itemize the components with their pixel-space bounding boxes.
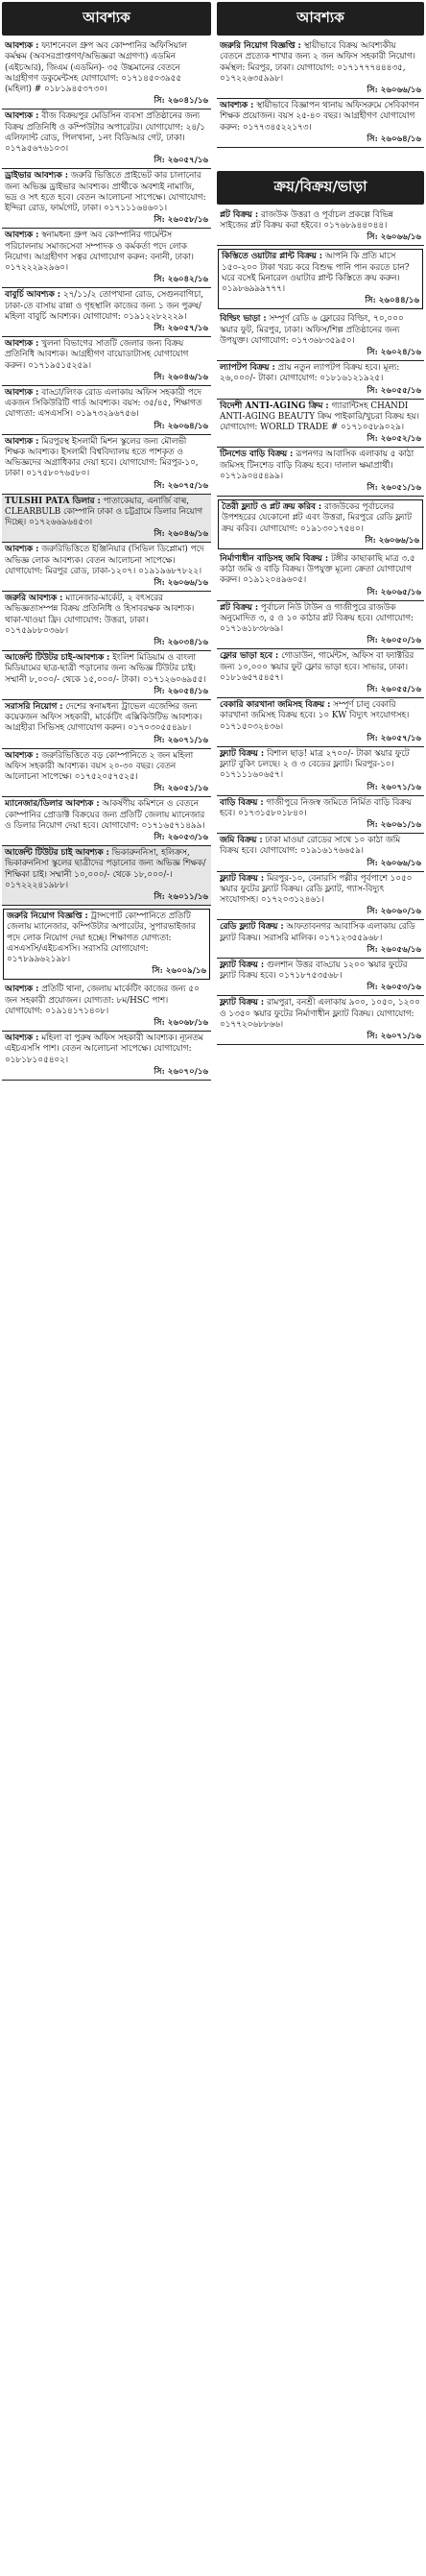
ad-body: মিরপুর-১০, বেনারসি পল্লীর পূর্বপাশে ১০৫০ স্কয়ার ফুটের ফ্ল্যাট বিক্রয়। রেডি ফ্ল্যাট, গ্যাস-বিদ্যুৎ সংযোগসহ। ০১৭২০৩১২৪৬১। (220, 873, 413, 905)
classified-ad (218, 249, 423, 309)
classified-ad (217, 996, 424, 1045)
ad-code: সি: ২৬০৫৬/১৬ (367, 944, 421, 955)
ad-body: বাড্ডা/লিংক রোড এলাকায় অফিস সহকারী পদে একজন সিকিউরিটি গার্ড আবশ্যক। বয়স: ৩৫/৪৫, শিক্ষাগত যোগ্যতা: এসএসসি। ০১৯৭৩২৯৬৭৫৬। (5, 387, 202, 420)
ad-code: সি: ২৬০৬৬/১৬ (154, 578, 208, 588)
ad-code: সি: ২৬০৫২/১৬ (367, 434, 421, 445)
classified-ad (217, 448, 424, 497)
ad-body: জরুরিভিত্তিতে বড় কোম্পানিতে ২ জন মহিলা অফিস সহকারী আবশ্যক। বয়স ২০-৩০ বছর। বেতন আলোচনা সাপেক্ষে। ০১৭৫২০৫৭৫২৫। (5, 750, 194, 782)
ad-heading: আবশ্যক : (5, 231, 39, 241)
ad-code: সি: ২৬০৪৬/১৬ (154, 372, 208, 382)
ad-body: ২৭/১১/২ তোপখানা রোড, সেগুনবাগিচা, ঢাকা-তে বাসায় রান্না ও গৃহস্থালি কাজের জন্য ১ জন পুরুষ/মহিলা বাবুর্চি আবশ্যক। যোগাযোগ: ০১৯১২২৮২২২৯। (5, 290, 204, 322)
ad-heading: বাবুর্চি আবশ্যক : (5, 290, 61, 301)
ad-heading: আবশ্যক : (5, 750, 39, 761)
ad-body: রাজউকের পূর্বাচলের উপশহরের যেকোনো প্লট এবং উত্তরা, মিরপুরে রেডি ফ্ল্যাট ক্রয় করিব। যোগাযোগ: ০১৯১৩০১৭৫৪০। (222, 502, 412, 534)
ad-code: সি: ২৬০৫৩/১৬ (367, 983, 421, 993)
ad-body: বিশাল ছাড়! মাত্র ২৭০০/- টাকা স্কয়ার ফুটে ফ্ল্যাট বুকিং চলছে। ২ ও ৩ বেডের ফ্ল্যাট। মিরপুর-১০। ০১৭১১১৬০৬৫৭। (220, 748, 410, 781)
ad-code: সি: ২৬০৭৫/১৬ (154, 480, 208, 491)
section-header-kroy-bikroy-vara: ক্রয়/বিক্রয়/ভাড়া (217, 171, 424, 205)
ad-body: স্থায়ীভাবে বিজ্ঞাপন থানায় অফিসরুমে সেবিকাগন শিক্ষক প্রয়োজন। বয়স ২৫-৪০ বছর। আগ্রহীগণ যোগাযোগ করুন: ০১৭৭৩৪৫২২১৭৩। (220, 101, 419, 133)
ad-body: স্থায়ীভাবে বিক্রয় আবশ্যকীয় বেতনে প্রত্যেক শাখার জন্য ২ জন অফিস সহকারী নিয়োগ। কর্মস্থল: মিরপুর, ঢাকা। যোগাযোগ: ০১৭১৭৭৭৪৪৪৩৫, ০১৭২২৬৩৫৯৯৮। (220, 41, 415, 84)
ad-code: সি: ২৬০৪৪/১৬ (365, 296, 419, 306)
classified-ad (2, 700, 211, 749)
ad-body: বীজ বিক্রয়পুর মেডিসিন ব্যবসা প্রতিষ্ঠানের জন্য বিক্রয় প্রতিনিধি ও কম্পিউটার অপারেটর। যোগাযোগ: ২৪/১ এলিফ্যান্ট রোড, পিলখানা, ১নং বিডিআর গেট, ঢাকা। ০১৭৯৫৬৭৬১০৩। (5, 111, 205, 154)
ad-code: সি: ২৬০২৪/১৬ (367, 348, 421, 357)
left-column (2, 0, 211, 1081)
ad-code: সি: ২৬০৫৭/১৬ (154, 156, 208, 166)
classified-ad (2, 109, 211, 169)
classified-ad (217, 834, 424, 872)
ad-body: জরুরিভিত্তিতে ইঞ্জিনিয়ার (সিভিল ডিপ্লোমা) পদে অভিজ্ঞ লোক আবশ্যক। বেতন আলোচনা সাপেক্ষে। যোগাযোগ: মিরপুর রোড, ঢাকা-১২০৭। ০১৯১৯৬৮৭৮২২। (5, 545, 204, 576)
ad-body: ম্যানেজার-মার্কেট, ২ বৎসরের অভিজ্ঞতাসম্পন্ন বিক্রয় প্রতিনিধি ও হিসাবরক্ষক আবশ্যক। থাকা-খাওয়া ফ্রি। যোগাযোগ: উত্তরা, ঢাকা। ০১৭৫৯৮৮০৩৬৮। (5, 594, 195, 636)
classified-ad (2, 543, 211, 592)
ad-heading: প্লট বিক্রয় : (220, 602, 259, 613)
classified-ad (218, 499, 423, 549)
ad-code: সি: ২৬০৭১/১৬ (367, 1032, 421, 1041)
classified-ad (2, 749, 211, 798)
ad-code: সি: ২৬০৬৬/১৬ (367, 85, 421, 95)
classified-ad (2, 39, 211, 109)
right-ads-top-list (217, 39, 424, 148)
right-column (217, 0, 424, 1045)
ad-heading: প্লট বিক্রয় : (220, 209, 259, 220)
ad-code: সি: ২৬০৪২/১৬ (154, 275, 208, 285)
ad-heading: ফ্ল্যাট বিক্রয় : (220, 960, 265, 970)
ad-code: সি: ২৬০৬৪/১৬ (154, 421, 208, 431)
ad-code: সি: ২৬০৬৮/১৬ (154, 1018, 208, 1028)
classified-ad (2, 983, 211, 1032)
classified-ad (217, 698, 424, 747)
ad-body: রাজউক উত্তরা ও পূর্বাচল প্রকল্পে বিভিন্ন সাইজের প্লট বিক্রয় করা হইবে। ০১৭৬৮৯৪৪০৪৪। (220, 209, 393, 231)
ad-code: সি: ২৬০৫০/১৬ (367, 636, 421, 646)
ad-body: ভিকারুননিসা, হলিক্রস, ভিকারুননিসা স্কুলের ছাত্রীদের পড়ানোর জন্য অভিজ্ঞ শিক্ষক/শিক্ষিকা চাই। সম্মানী ১০,০০০/- থেকে ১৮,০০০/-। ০১৭২২২৪১৯৮৮। (5, 848, 206, 890)
ad-body: গাজীপুরে নিজস্ব জমিতে নির্মিত বাড়ি বিক্রয় হবে। ০১৭৩১৫৮০১৮৪০। (220, 797, 412, 818)
ad-heading: ফ্ল্যাট বিক্রয় : (220, 873, 265, 884)
right-ads-bottom-list (217, 208, 424, 1045)
classified-ad (217, 796, 424, 835)
ad-heading: তৈরী ফ্ল্যাট ও প্লট ক্রয় করিব : (222, 502, 322, 512)
ad-code: সি: ২৬০৫৫/১৬ (367, 685, 421, 694)
classified-ad (2, 1032, 211, 1081)
classified-ad (2, 288, 211, 337)
classified-ad (2, 435, 211, 495)
classified-ad (2, 592, 211, 651)
classified-ad (217, 959, 424, 997)
ad-code: সি: ২৬০৬৬/১৬ (365, 535, 419, 546)
ad-body: মহিলা বা পুরুষ অফিস সহকারী আবশ্যক। ন্যূনতম এইচএসসি পাশ। বেতন আলোচনা সাপেক্ষে। যোগাযোগ: ০১৮১৮১০৫৪০২। (5, 1033, 203, 1065)
ad-code: সি: ২৬০৬৬/১৬ (367, 232, 421, 243)
ad-heading: ল্যাপটপ বিক্রয় : (220, 363, 275, 373)
ad-code: সি: ২৬০১১/১৬ (154, 892, 208, 902)
ad-body: আফতাবনগর আবাসিক এলাকায় রেডি ফ্ল্যাট বিক্রয়। সরাসরি মালিক। ০১৭১২৩৫৫৯৬৮। (220, 922, 415, 943)
ad-body: সম্পূর্ণ রেডি ৬ ফ্লোরের বিল্ডিং, ৭০,০০০ স্কয়ার ফুট, মিরপুর, ঢাকা। অফিস/শিল্প প্রতিষ্ঠানের জন্য উপযুক্ত। যোগাযোগ: ০১৭৩৬৮৩৫৯৫০। (220, 314, 404, 346)
classified-ad (217, 552, 424, 601)
ad-code: সি: ২৬০৬১/১৬ (367, 820, 421, 830)
ad-body: মিরপুরস্থ ইসলামী মিশন স্কুলের জন্য মৌলভী শিক্ষক আবশ্যক। ইসলামী বিশ্ববিদ্যালয় হতে পাশকৃত ও অভিজ্ঞদের অগ্রাধিকার দেয়া হবে। যোগাযোগ: মিরপুর-১০, ঢাকা। ০১৭৫৮০৭৬৫৮০। (5, 436, 199, 479)
ad-heading: জরুরি নিয়োগ বিজ্ঞপ্তি : (220, 41, 301, 51)
ad-heading: বাড়ি বিক্রয় : (220, 797, 264, 808)
classified-ad (3, 909, 210, 980)
ad-heading: সরাসরি নিয়োগ : (5, 701, 63, 712)
ad-body: প্রায় নতুন ল্যাপটপ বিক্রয় হবে। মূল্য: ২৬,০০০/- টাকা। যোগাযোগ: ০১৮১৬১২১৯২৫। (220, 363, 400, 384)
classified-ad (2, 495, 211, 544)
ad-heading: আবশ্যক : (5, 339, 39, 349)
ad-heading: রেডি ফ্ল্যাট বিক্রয় : (220, 922, 284, 933)
ad-code: সি: ২৬০৫৩/১৬ (154, 833, 208, 842)
ad-heading: আবশ্যক : (5, 545, 39, 555)
ad-heading: আবশ্যক : (220, 101, 254, 110)
ad-code: সি: ২৬০৫১/১৬ (367, 483, 421, 493)
ad-body: জরুরি ভিত্তিতে প্রাইভেট কার চালানোর জন্য অভিজ্ঞ ড্রাইভার আবশ্যক। প্রার্থীকে অবশ্যই নামাজি, ভদ্র ও সৎ হতে হবে। বেতন আলোচনা সাপেক্ষে। যোগাযোগ: ইন্দিরা রোড, ফার্মগেট, ঢাকা। ০১৭১১১৬৪৬০১। (5, 171, 206, 213)
classified-ad (217, 361, 424, 400)
ad-body: ফ্যাশনেবল গ্রুপ অব কোম্পানির অফিসিয়াল কর্মক্ষম (অবসরপ্রাপ্তগণ/অভিজ্ঞরা অগ্রগণ্য) এডমিন (এইচআর), জিএম (এডমিন)- ৩৫ উচ্চমানের বেতনে আগ্রহীগণ ডকুমেন্টসহ যোগাযোগ: ০১৭১৪৫০৩৯৫৫ (মহিলা) # ০১৮১৯৪৫৩৭৩০। (5, 41, 187, 94)
classified-ad (217, 872, 424, 921)
ad-heading: ফ্ল্যাট বিক্রয় : (220, 748, 265, 759)
ad-body: গোডাউন, গার্মেন্টস, অফিস বা ফ্যাক্টরির জন্য ১০,০০০ স্কয়ার ফুট ফ্লোর ভাড়া হবে। সাভার, ঢাকা। ০১৮১৬৫৭৫৪৫৭। (220, 651, 414, 683)
ad-heading: জরুরি আবশ্যক : (5, 594, 63, 603)
left-ads-list (2, 39, 211, 1081)
classified-ad (217, 400, 424, 449)
ad-body: টঙ্গীর কাছাকাছি মাত্র ৩.৫ কাঠা জমি ও বাড়ি বিক্রয়। উপযুক্ত মূল্যে ক্রেতা যোগাযোগ করুন। ০১৯১২০৪৯৬০৫। (220, 553, 415, 586)
classified-ad (2, 169, 211, 229)
ad-code: সি: ২৬০৪৬/১৬ (154, 529, 208, 540)
ad-body: প্রতিটি থানা, জেলায় মার্কেটিং কাজের জন্য ৫০ জন সহকারী প্রয়োজন। যোগ্যতা: ৮ম/HSC পাশ। যোগাযোগ: ০১৯১৪১৭১৪০৮। (5, 984, 200, 1016)
ad-heading: আবশ্যক : (5, 41, 39, 51)
ad-body: আকর্ষণীয় কমিশনে ও বেতনে কোম্পানির প্রোডাক্ট বিক্রয়ের জন্য প্রতিটি জেলায় ম্যানেজার ও ডিলার নিয়োগ দেয়া হবে। যোগাযোগ: ০১৭১৬৫৭১৪৯৯। (5, 799, 205, 831)
ad-code: সি: ২৬০৪১/১৬ (154, 96, 208, 107)
classified-ad (217, 312, 424, 361)
ad-code: সি: ২৬০৬৫/১৬ (367, 587, 421, 597)
ad-code: সি: ২৬০৫৫/১৬ (367, 385, 421, 396)
section-header-abosshok: আবশ্যক (2, 2, 211, 36)
ad-heading: আবশ্যক : (5, 387, 39, 398)
ad-heading: ড্রাইভার আবশ্যক : (5, 171, 68, 182)
ad-body: আপনি কি প্রতি মাসে ১৫০-২০০ টাকা খরচ করে বিশুদ্ধ পানি পান করতে চান? ঘরে বসেই মিনারেল ওয়াটার প্লান্ট কিস্তিতে ক্রয় করুন। ০১৯৮৬৯৯৯৭৭৭। (222, 252, 410, 294)
ad-heading: বিল্ডিং ভাড়া : (220, 314, 267, 325)
ad-heading: আবশ্যক : (5, 984, 39, 995)
classified-ad (2, 229, 211, 288)
classified-ad (217, 649, 424, 698)
ad-code: সি: ২৬০৭১/১৬ (154, 735, 208, 745)
ad-body: ঢাকা মাওয়া রোডের সাথে ১০ কাঠা জমি বিক্রয় হবে। যোগাযোগ: ০১৯১৬১৭৬৬৫৯। (220, 836, 401, 857)
ad-body: সম্পূর্ণ চালু বেকারি কারখানা জমিসহ বিক্রয় হবে। ১০ KW বিদ্যুৎ সংযোগসহ। ০১৭১৫০৩২৪৩৬। (220, 700, 410, 732)
ad-code: সি: ২৬০৭০/১৬ (154, 1066, 208, 1077)
classified-ad (217, 208, 424, 247)
classified-ad (217, 601, 424, 650)
classified-ad (2, 846, 211, 906)
ad-body: স্বনামধন্য গ্রুপ অব কোম্পানির গার্মেন্টস পরিচালনায় সমাজসেবা সম্পাদক ও কর্মকর্তা পদে লোক নিয়োগ। আগ্রহীগণ সত্বর যোগাযোগ করুন: বনানী, ঢাকা। ০১৭২২২৯২৯৬০। (5, 231, 194, 273)
classified-ad (217, 747, 424, 796)
ad-code: সি: ২৬০৩৪/১৬ (154, 638, 208, 647)
ad-code: সি: ২৬০৫৮/১৬ (154, 215, 208, 226)
ad-heading: জমি বিক্রয় : (220, 836, 263, 845)
ad-body: খুলনা বিভাগের সাতটি জেলার জন্য বিক্রয় প্রতিনিধি আবশ্যক। আগ্রহীগণ বায়োডাটাসহ যোগাযোগ করুন। ০১৭১৯৫১৫২৫৯। (5, 339, 189, 371)
ad-heading: আর্জেন্ট টিউটর চাই-আবশ্যক : (5, 653, 110, 663)
ad-code: সি: ২৬০৫১/১৬ (154, 784, 208, 794)
ad-heading: নির্মাণাধীন বাড়িসহ জমি বিক্রয় : (220, 553, 329, 564)
ad-body: দেশের স্বনামধন্য ট্রাভেল এজেন্সির জন্য কয়েকজন অফিস সহকারী, মার্কেটিং এক্সিকিউটিভ আবশ্যক। আগ্রহীরা সিভিসহ যোগাযোগ করুন। ০১৭০৩০৫৫৪৯৮। (5, 701, 202, 734)
classified-ad (217, 39, 424, 99)
classified-ad (217, 99, 424, 148)
ad-code: সি: ২৬০৬৪/১৬ (367, 134, 421, 144)
classified-ad (2, 337, 211, 386)
ad-code: সি: ২৬০৬৬/১৬ (367, 858, 421, 868)
ad-body: ইংলিশ মিডিয়াম ও বাংলা মিডিয়ামের ছাত্র-ছাত্রী পড়ানোর জন্য অভিজ্ঞ টিউটর চাই। সম্মানী ৮,০০০/- থেকে ১৫,০০০/- টাকা। ০১৭১২৬০৬৯৫৫। (5, 653, 206, 685)
ad-heading: ফ্লোর ভাড়া হবে : (220, 651, 279, 662)
classified-ad (217, 920, 424, 959)
ad-heading: জরুরি নিয়োগ বিজ্ঞপ্তি : (7, 911, 88, 921)
classified-ad (2, 797, 211, 846)
ad-body: পাতাকেয়ার, এনার্জি বাল্ব, CLEARBULB কোম্পানি ঢাকা ও চট্টগ্রামে ডিলার নিয়োগ দিচ্ছে। ০১৭২৬৬৯৬৪৫৩। (5, 496, 203, 527)
ad-heading: আবশ্যক : (5, 436, 39, 447)
ad-body: গুলশান উত্তর বাড্ডায় ১২০০ স্কয়ার ফুটের ফ্ল্যাট বিক্রয় হবে। ০১৭১৮৭৫৩৫৬৮। (220, 960, 408, 981)
classified-ad (2, 651, 211, 700)
ad-heading: ফ্ল্যাট বিক্রয় : (220, 998, 265, 1009)
ad-body: গ্যারান্টিসহ CHANDI ANTI-AGING BEAUTY ক্রিম পাইকারি/খুচরা বিক্রয় হয়। যোগাযোগ: WORLD TRADE # ০১৭১০৫৮৯০২৯। (220, 401, 419, 432)
ad-heading: আর্জেন্ট টিউটর চাই আবশ্যক : (5, 848, 109, 858)
ad-code: সি: ২৬০৬০/১৬ (367, 907, 421, 917)
ad-code: সি: ২৬০৫৪/১৬ (154, 686, 208, 696)
ad-code: সি: ২৬০৭১/১৬ (367, 782, 421, 792)
ad-body: পূর্বাচল নিউ টাউন ও গাজীপুরে রাজউক অনুমোদিত ৩, ৫ ও ১০ কাঠার প্লট বিক্রয় হবে। যোগাযোগ: ০১৭১৬১৮৩৮৬৯। (220, 602, 414, 634)
ad-body: ট্রান্সপোর্ট কোম্পানিতে প্রতিটি জেলায় ম্যানেজার, কম্পিউটার অপারেটর, সুপারভাইজার পদে লোক নিয়োগ দেয়া হচ্ছে। শিক্ষাগত যোগ্যতা: এসএসসি/এইচএসসি। সরাসরি যোগাযোগ: ০১৭৮৯৯৬২১৯৮। (7, 911, 196, 964)
classified-ad (2, 386, 211, 435)
ad-heading: টিনশেড বাড়ি বিক্রয় : (220, 450, 294, 460)
ad-heading: বেকারি কারখানা জমিসহ বিক্রয় : (220, 700, 331, 710)
ad-heading: আবশ্যক : (5, 1033, 39, 1043)
ad-code: সি: ২৬০৫৭/১৬ (154, 324, 208, 333)
ad-body: রামপুরা, বনশ্রী এলাকায় ৯০০, ১০৫০, ১২০০ ও ১৩৫০ স্কয়ার ফুটের নির্মাণাধীন ফ্ল্যাট বিক্রয়। যোগাযোগ: ০১৭৭২০৬৮৮৬৬। (220, 998, 420, 1030)
ad-body: রূপনগর আবাসিক এলাকায় ৫ কাঠা জমিসহ টিনশেড বাড়ি বিক্রয় হবে। দালাল ক্ষমাপ্রার্থী। ০১৭১৯০৪৫৪৯৯। (220, 450, 414, 481)
ad-heading: বিদেশী ANTI-AGING ক্রিম : (220, 401, 329, 411)
ad-heading: কিস্তিতে ওয়াটার প্লান্ট বিক্রয় : (222, 252, 322, 262)
ad-code: সি: ২৬০০৯/১৬ (152, 966, 206, 977)
ad-heading: ম্যানেজার/ডিলার আবশ্যক : (5, 799, 100, 810)
section-header-abosshok-right: আবশ্যক (217, 2, 424, 36)
ad-heading: TULSHI PATA ডিলার : (5, 496, 101, 506)
ad-heading: আবশ্যক : (5, 111, 39, 122)
ad-code: সি: ২৬০৫৭/১৬ (367, 733, 421, 743)
